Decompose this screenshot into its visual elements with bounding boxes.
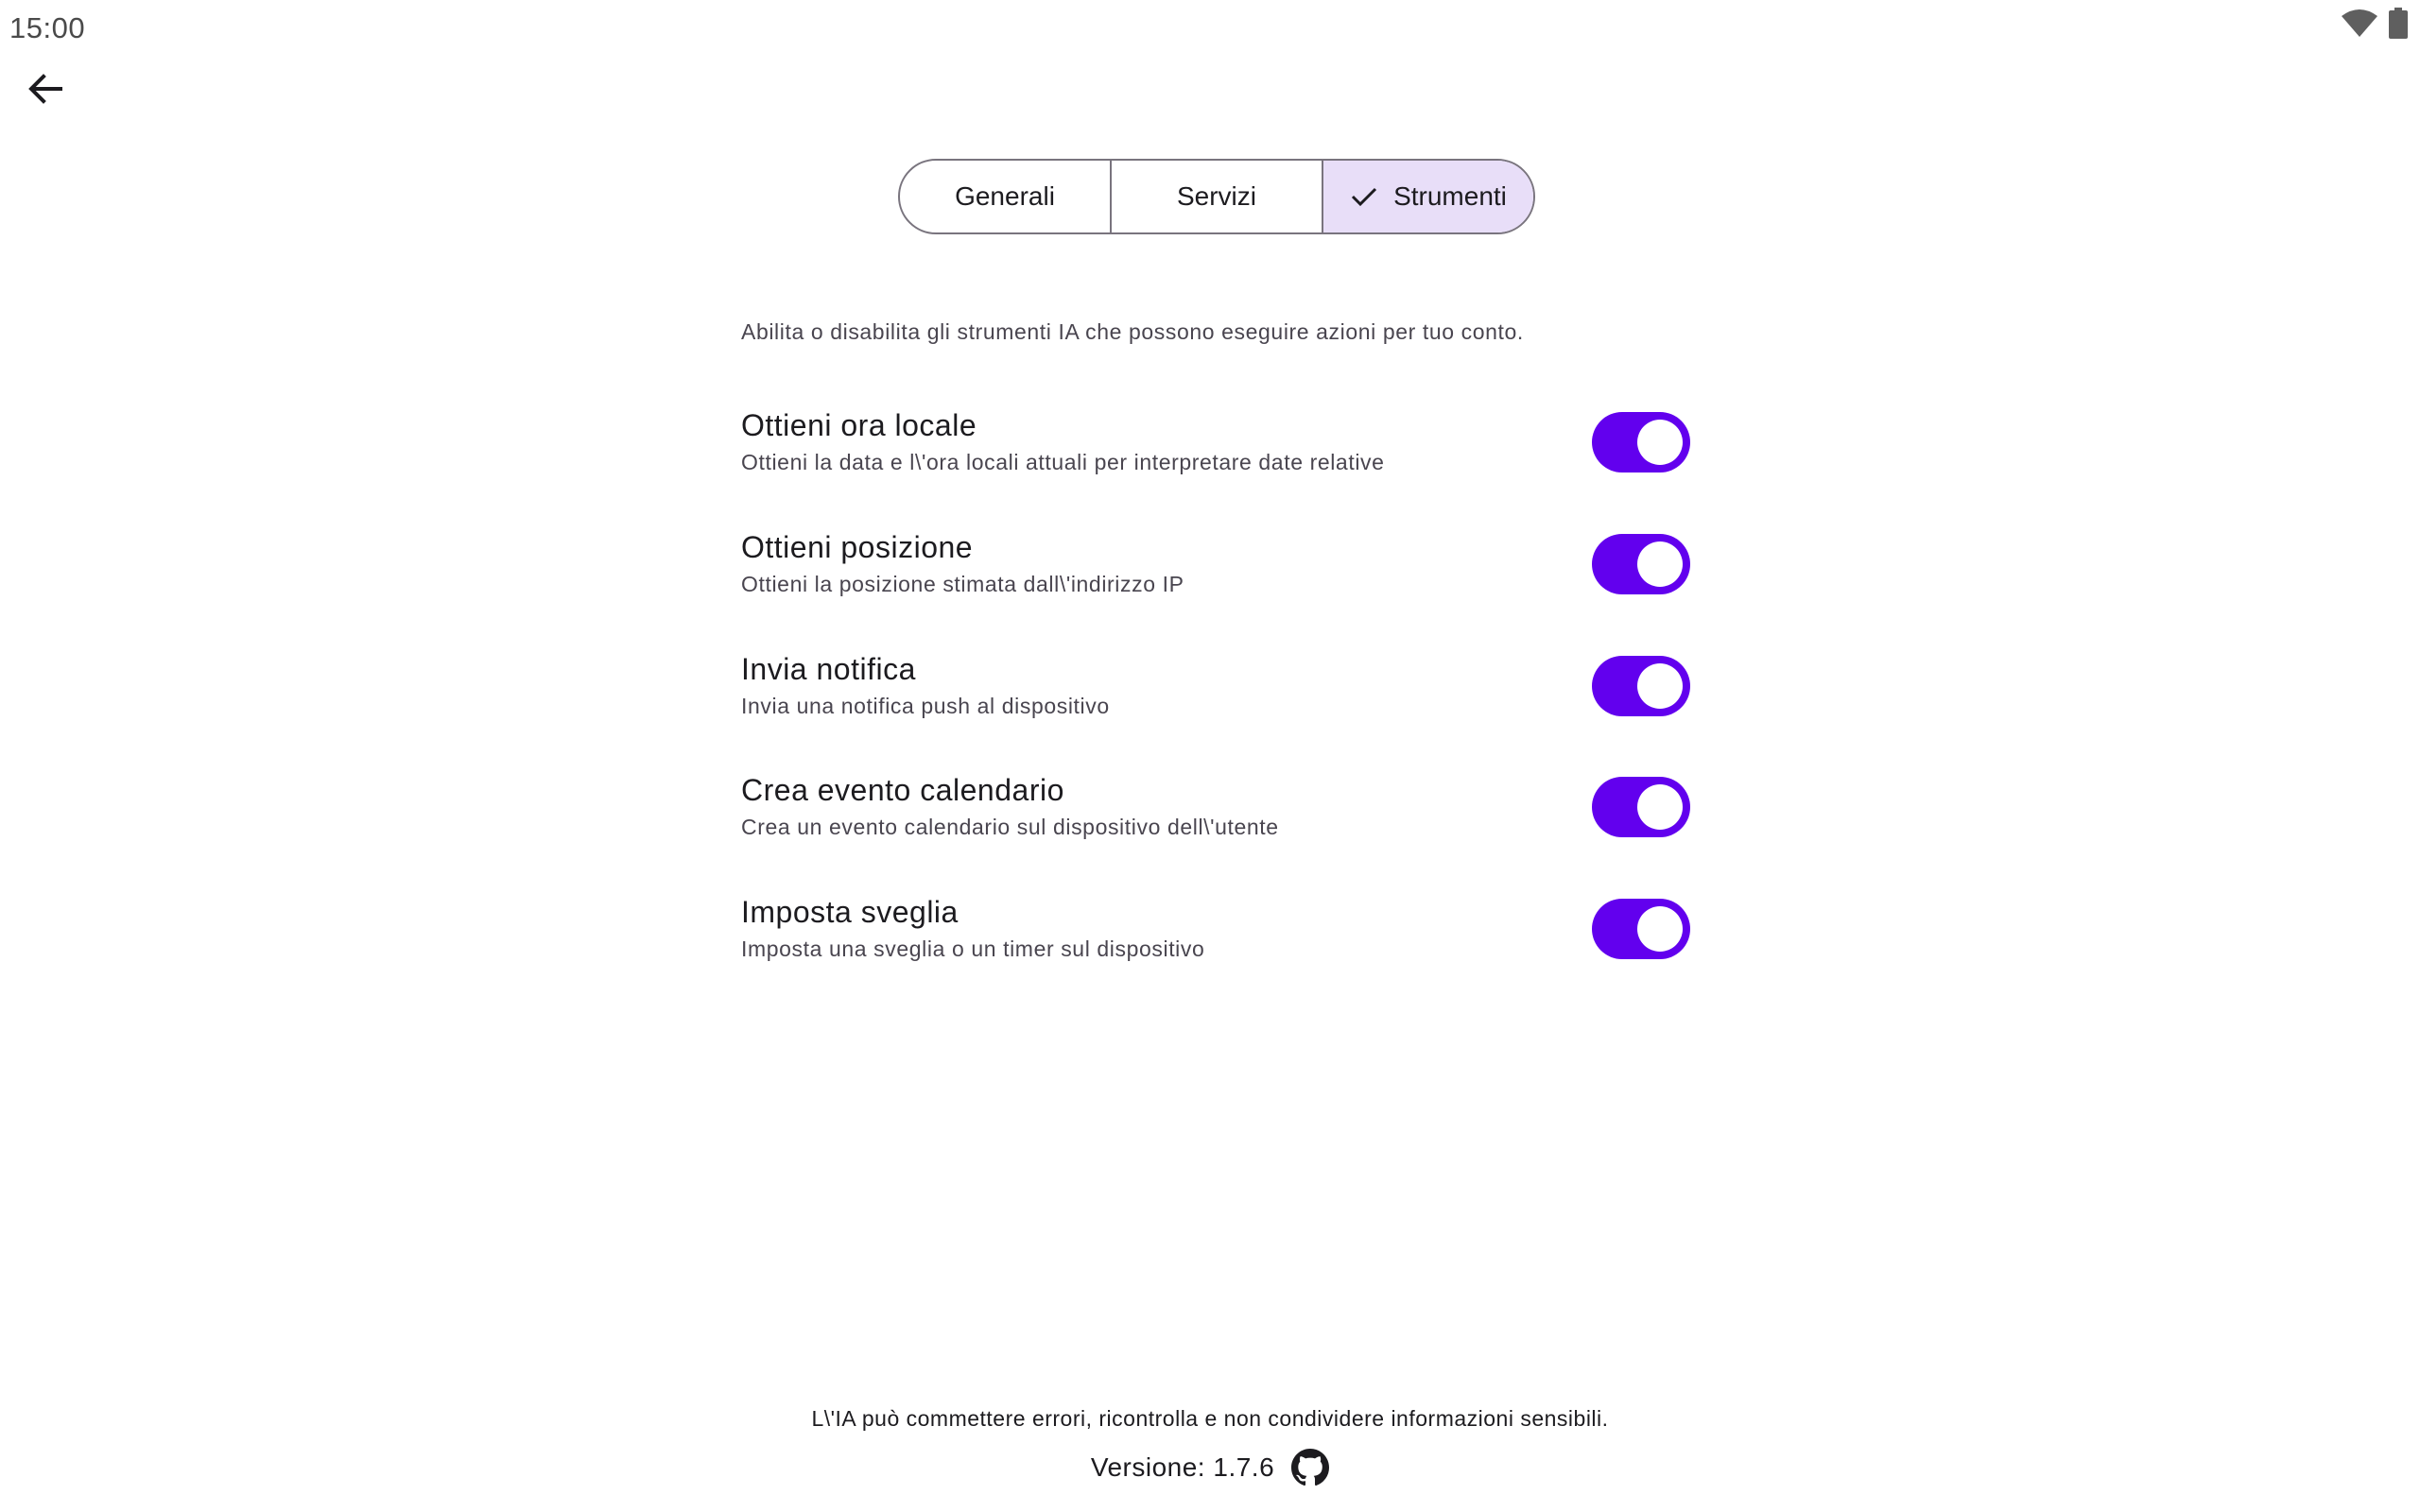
tool-title: Ottieni ora locale [741, 408, 977, 442]
battery-icon [2388, 8, 2409, 44]
tool-row-sveglia [741, 895, 1696, 989]
tool-title: Imposta sveglia [741, 895, 959, 929]
status-icons [2341, 8, 2409, 44]
tab-servizi[interactable] [1110, 161, 1322, 232]
tool-subtitle: Ottieni la data e l\'ora locali attuali per interpretare date relative [741, 450, 1385, 474]
github-icon[interactable] [1291, 1449, 1329, 1486]
tool-toggle-posizione[interactable] [1592, 534, 1690, 594]
tool-toggle-sveglia[interactable] [1592, 899, 1690, 959]
switch-thumb [1637, 784, 1683, 830]
tab-generali[interactable] [900, 161, 1110, 232]
tab-strumenti[interactable] [1322, 161, 1533, 232]
version-row [0, 1449, 2420, 1486]
tool-subtitle: Ottieni la posizione stimata dall\'indirizzo IP [741, 572, 1184, 596]
tools-description: Abilita o disabilita gli strumenti IA che possono eseguire azioni per tuo conto. [741, 319, 1524, 344]
settings-tabs [898, 159, 1535, 234]
tool-toggle-calendario[interactable] [1592, 777, 1690, 837]
tool-toggle-ora-locale[interactable] [1592, 412, 1690, 472]
ai-disclaimer: L\'IA può commettere errori, ricontrolla e non condividere informazioni sensibili. [811, 1406, 1609, 1431]
tool-row-notifica [741, 652, 1696, 747]
switch-thumb [1637, 541, 1683, 587]
check-icon [1350, 185, 1378, 208]
arrow-back-icon [26, 70, 64, 112]
tool-row-posizione [741, 530, 1696, 625]
status-bar [0, 0, 2420, 57]
tool-title: Invia notifica [741, 652, 916, 686]
switch-thumb [1637, 420, 1683, 465]
status-time: 15:00 [9, 11, 86, 44]
tab-label: Generali [955, 181, 1055, 211]
back-button[interactable] [21, 66, 70, 115]
switch-thumb [1637, 663, 1683, 709]
tool-row-calendario [741, 773, 1696, 868]
wifi-icon [2341, 9, 2378, 43]
tool-subtitle: Imposta una sveglia o un timer sul dispositivo [741, 936, 1205, 961]
tab-label: Strumenti [1393, 181, 1507, 211]
tool-subtitle: Invia una notifica push al dispositivo [741, 694, 1110, 718]
switch-thumb [1637, 906, 1683, 952]
tab-label: Servizi [1176, 181, 1256, 211]
tool-title: Ottieni posizione [741, 530, 974, 564]
tool-title: Crea evento calendario [741, 773, 1064, 807]
tool-toggle-notifica[interactable] [1592, 656, 1690, 716]
tool-row-ora-locale [741, 408, 1696, 503]
tool-subtitle: Crea un evento calendario sul dispositivo dell\'utente [741, 815, 1279, 839]
version-label: Versione: 1.7.6 [1090, 1452, 1275, 1482]
